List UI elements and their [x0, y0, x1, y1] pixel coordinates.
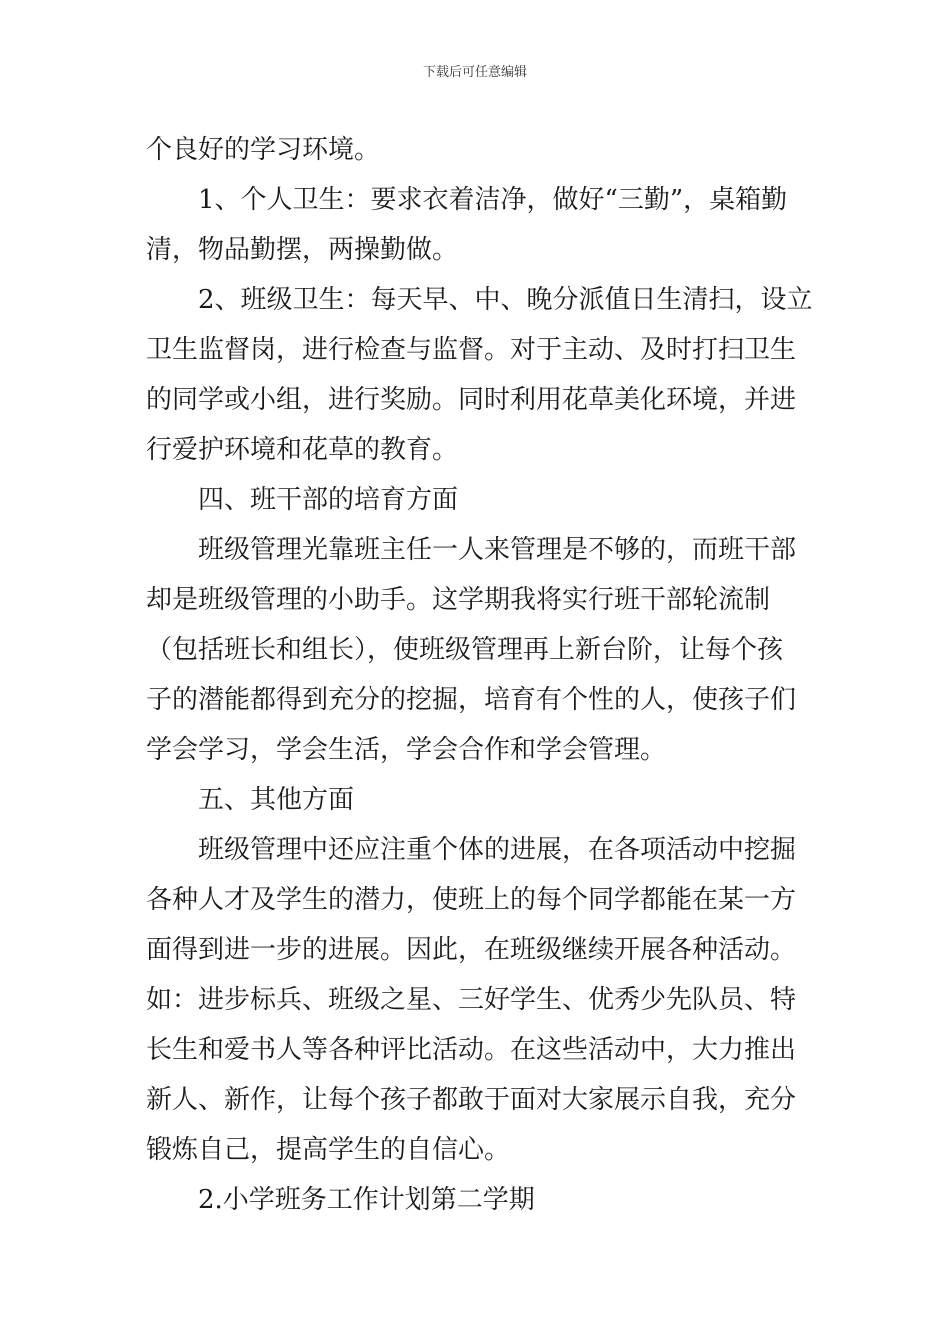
text-line: 长生和爱书人等各种评比活动。在这些活动中，大力推出: [146, 1035, 797, 1065]
text-line-class-hygiene: 2、班级卫生：每天早、中、晚分派值日生清扫，设立: [198, 285, 813, 315]
section-heading-second-semester-plan: 2.小学班务工作计划第二学期: [198, 1185, 535, 1215]
text-line: 面得到进一步的进展。因此，在班级继续开展各种活动。: [146, 935, 797, 965]
page-header: 下载后可任意编辑: [422, 65, 527, 80]
text-line-continuation: 个良好的学习环境。: [146, 135, 381, 165]
text-line: 各种人才及学生的潜力，使班上的每个同学都能在某一方: [146, 885, 797, 915]
text-line: 锻炼自己，提高学生的自信心。: [146, 1135, 511, 1165]
text-line: 卫生监督岗，进行检查与监督。对于主动、及时打扫卫生: [146, 335, 797, 365]
text-line: （包括班长和组长），使班级管理再上新台阶，让每个孩: [146, 635, 784, 665]
text-line: 却是班级管理的小助手。这学期我将实行班干部轮流制: [146, 585, 771, 615]
section-heading-cadre-training: 四、班干部的培育方面: [198, 485, 459, 515]
text-line: 清，物品勤摆，两操勤做。: [146, 235, 459, 265]
section-heading-other-aspects: 五、其他方面: [198, 785, 355, 815]
text-line: 新人、新作，让每个孩子都敢于面对大家展示自我，充分: [146, 1085, 797, 1115]
text-line: 行爱护环境和花草的教育。: [146, 435, 459, 465]
text-line: 如：进步标兵、班级之星、三好学生、优秀少先队员、特: [146, 985, 797, 1015]
text-line: 的同学或小组，进行奖励。同时利用花草美化环境，并进: [146, 385, 797, 415]
text-line: 子的潜能都得到充分的挖掘，培育有个性的人，使孩子们: [146, 685, 797, 715]
text-line: 学会学习，学会生活，学会合作和学会管理。: [146, 735, 667, 765]
text-line-personal-hygiene: 1、个人卫生：要求衣着洁净，做好“三勤”，桌箱勤: [198, 185, 788, 215]
text-line-paragraph-start: 班级管理中还应注重个体的进展，在各项活动中挖掘: [198, 835, 797, 865]
text-line-paragraph-start: 班级管理光靠班主任一人来管理是不够的，而班干部: [198, 535, 797, 565]
